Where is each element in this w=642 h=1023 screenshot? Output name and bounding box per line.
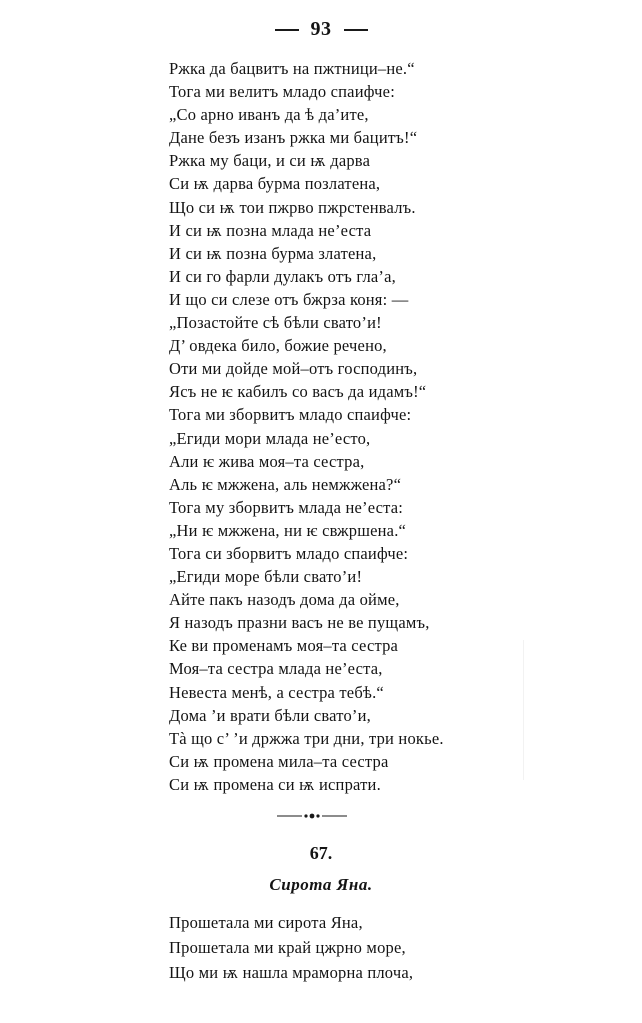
- verse-line: Тога му зборвитъ млада не’еста:: [169, 497, 404, 517]
- verse-line: Си ѭ промена мила–та сестра: [169, 751, 389, 771]
- verse-line: Дома ’и врати бѣли свато’и,: [169, 705, 371, 725]
- verse-line: Ке ви променамъ моя–та сестра: [169, 636, 399, 656]
- verse-line: И що си слезе отъ бжрза коня: —: [169, 289, 409, 309]
- page-number: 93: [310, 18, 332, 40]
- verse-line: Ржка да бацвитъ на пжтници–не.“: [169, 59, 415, 78]
- verse-line: Ржка му баци, и си ѭ дарва: [169, 151, 371, 171]
- verse-line: Моя–та сестра млада не’еста,: [169, 659, 383, 679]
- verse-line: „Позастойте сѣ бѣли свато’и!: [169, 313, 382, 333]
- verse-line: Айте пакъ назодъ дома да ойме,: [169, 590, 400, 610]
- verse-line: „Егиди мори млада не’есто,: [169, 428, 371, 448]
- verse-line: Дане безъ изанъ ржка ми бацитъ!“: [169, 128, 418, 148]
- verse-line: Невеста менѣ, а сестра тебѣ.“: [169, 682, 384, 702]
- poem-number: 67.: [309, 843, 333, 863]
- page-header: [0, 18, 642, 44]
- verse-line: Тога ми велитъ младо спаифче:: [169, 82, 395, 102]
- verse-line: Д’ овдека било, божие речено,: [169, 336, 387, 356]
- verse-line: И си ѭ позна бурма златена,: [169, 243, 377, 263]
- verse-line: „Ни ѥ мжжена, ни ѥ свжршена.“: [169, 520, 407, 540]
- header-dash-right: [344, 29, 368, 31]
- verse-line: Що ми ѭ нашла мраморна плоча,: [169, 963, 414, 982]
- verse-line: „Со арно иванъ да ѣ да’ите,: [169, 105, 369, 125]
- verse-line: Али ѥ жива моя–та сестра,: [169, 451, 365, 471]
- verse-line: „Егиди море бѣли свато’и!: [169, 567, 363, 587]
- verse-line: Тà що с’ ’и држжа три дни, три нокье.: [169, 728, 444, 748]
- poem-verse: [169, 57, 499, 796]
- verse-line: Прошетала ми сирота Яна,: [169, 913, 363, 932]
- verse-line: И си ѭ позна млада не’еста: [169, 220, 372, 240]
- poem-title: Сирота Яна.: [269, 875, 373, 894]
- verse-line: Си ѭ дарва бурма позлатена,: [169, 174, 381, 194]
- verse-line: Прошетала ми край цжрно море,: [169, 938, 406, 957]
- poem-verse-next: [169, 910, 499, 985]
- verse-line: Тога ми зборвитъ младо спаифче:: [169, 405, 412, 425]
- verse-line: Я назодъ празни васъ не ве пущамъ,: [169, 613, 430, 633]
- verse-line: Си ѭ промена си ѭ испрати.: [169, 774, 381, 794]
- verse-line: И си го фарли дулакъ отъ гла’а,: [169, 266, 396, 286]
- section-divider-ornament: [277, 811, 347, 821]
- verse-line: Аль ѥ мжжена, аль немжжена?“: [169, 474, 402, 494]
- verse-line: Ясъ не ѥ кабилъ со васъ да идамъ!“: [169, 382, 427, 402]
- page-show-through: [523, 640, 524, 780]
- verse-line: Оти ми дойде мой–отъ господинъ,: [169, 359, 418, 379]
- header-dash-left: [275, 29, 299, 31]
- verse-line: Що си ѭ тои пжрво пжрстенвалъ.: [169, 197, 416, 217]
- verse-line: Тога си зборвитъ младо спаифче:: [169, 543, 409, 563]
